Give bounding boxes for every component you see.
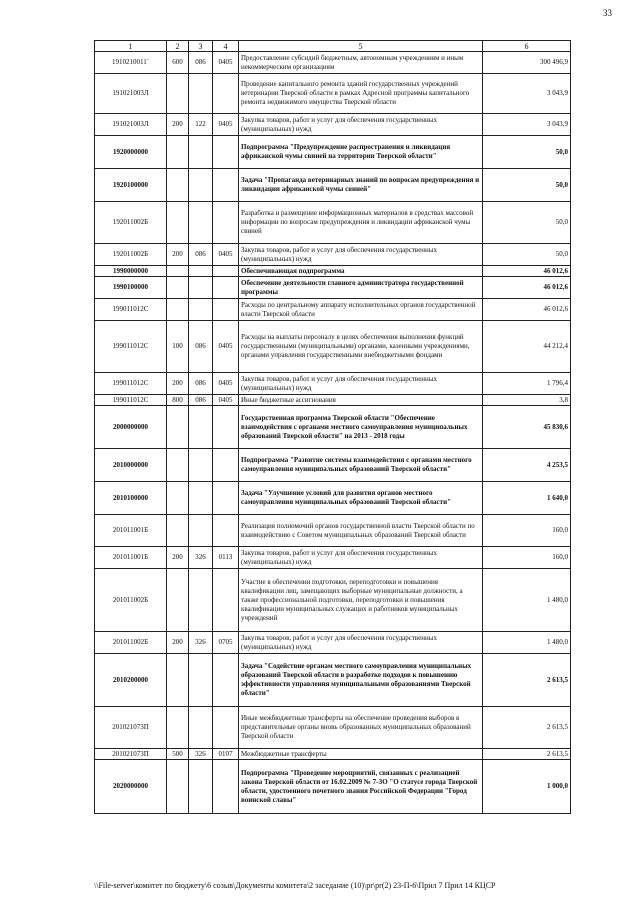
row-section: 0405 xyxy=(213,321,239,373)
row-ministry xyxy=(189,449,213,482)
row-section xyxy=(213,277,239,299)
header-col-6: 6 xyxy=(483,41,571,52)
row-ministry: 326 xyxy=(189,547,213,569)
row-description: Задача "Пропаганда ветеринарных знаний по вопросам предупреждения и ликвидации африканской чумы свиней" xyxy=(239,169,483,202)
row-description: Межбюджетные трансферты xyxy=(239,749,483,760)
row-amount: 1 480,0 xyxy=(483,569,571,632)
table-row xyxy=(95,760,571,814)
row-description: Проведение капитального ремонта зданий государственных учреждений ветеринарии Тверской области в рамках Адресной программы капитального ремонта недвижимого имущества Тверской области xyxy=(239,74,483,114)
table-row xyxy=(95,136,571,169)
row-code: 1990000000 xyxy=(95,266,167,277)
row-code: 201021073П xyxy=(95,707,167,749)
table-row xyxy=(95,515,571,547)
row-ministry xyxy=(189,266,213,277)
row-expense-type: 200 xyxy=(167,632,189,654)
row-amount: 45 830,6 xyxy=(483,406,571,449)
row-amount: 160,0 xyxy=(483,515,571,547)
table-row xyxy=(95,569,571,632)
row-description: Задача "Улучшение условий для развития органов местного самоуправления муниципальных образований Тверской области" xyxy=(239,482,483,515)
page-number: 33 xyxy=(603,8,612,18)
row-section: 0405 xyxy=(213,114,239,136)
row-amount: 2 613,5 xyxy=(483,654,571,707)
row-ministry xyxy=(189,569,213,632)
file-path-footer: \\File-server\комитет по бюджету\6 созыв\Документы комитета\2 заседание (10)\pr\pr(2) 23-П-6\Прил 7 Прил 14 КЦСР xyxy=(94,881,496,890)
row-amount: 160,0 xyxy=(483,547,571,569)
table-row xyxy=(95,169,571,202)
table-row xyxy=(95,406,571,449)
row-expense-type xyxy=(167,266,189,277)
row-amount: 46 012,6 xyxy=(483,299,571,321)
header-col-1: 1 xyxy=(95,41,167,52)
row-amount: 1 000,0 xyxy=(483,760,571,814)
row-section: 0107 xyxy=(213,749,239,760)
row-ministry: 326 xyxy=(189,749,213,760)
row-expense-type xyxy=(167,482,189,515)
row-code: 199011012С xyxy=(95,373,167,395)
row-code: 191021003Л xyxy=(95,114,167,136)
row-expense-type: 800 xyxy=(167,395,189,406)
table-row xyxy=(95,52,571,74)
row-amount: 2 613,5 xyxy=(483,749,571,760)
row-description: Расходы по центральному аппарату исполнительных органов государственной власти Тверской области xyxy=(239,299,483,321)
row-expense-type xyxy=(167,654,189,707)
row-description: Закупка товаров, работ и услуг для обеспечения государственных (муниципальных) нужд xyxy=(239,632,483,654)
row-ministry xyxy=(189,760,213,814)
row-code: 201021073П xyxy=(95,749,167,760)
row-expense-type: 200 xyxy=(167,373,189,395)
row-expense-type xyxy=(167,74,189,114)
row-amount: 44 212,4 xyxy=(483,321,571,373)
row-description: Предоставление субсидий бюджетным, автономным учреждениям и иным некоммерческим организациям xyxy=(239,52,483,74)
row-section xyxy=(213,202,239,244)
row-section xyxy=(213,515,239,547)
row-amount: 3 043,9 xyxy=(483,74,571,114)
table-row xyxy=(95,299,571,321)
row-code: 2020000000 xyxy=(95,760,167,814)
header-col-2: 2 xyxy=(167,41,189,52)
row-expense-type: 200 xyxy=(167,114,189,136)
table-row xyxy=(95,74,571,114)
row-section xyxy=(213,74,239,114)
row-ministry xyxy=(189,169,213,202)
row-expense-type xyxy=(167,136,189,169)
row-amount: 300 496,9 xyxy=(483,52,571,74)
row-description: Иные бюджетные ассигнования xyxy=(239,395,483,406)
table-row xyxy=(95,632,571,654)
table-row xyxy=(95,547,571,569)
row-expense-type xyxy=(167,449,189,482)
budget-table xyxy=(94,40,571,814)
row-description: Закупка товаров, работ и услуг для обеспечения государственных (муниципальных) нужд xyxy=(239,373,483,395)
row-description: Разработка и размещение информационных материалов в средствах массовой информации по вопросам предупреждения и ликвидации африканской чумы свиней xyxy=(239,202,483,244)
header-col-4: 4 xyxy=(213,41,239,52)
row-amount: 1 796,4 xyxy=(483,373,571,395)
row-description: Участие в обеспечении подготовки, переподготовки и повышения квалификации лиц, замещающих выборные муниципальные должности, а также профессиональной подготовки, переподготовки и повышения квалификации муниципальных служащих и работников муниципальных учреждений xyxy=(239,569,483,632)
table-row xyxy=(95,482,571,515)
row-amount: 1 480,0 xyxy=(483,632,571,654)
row-amount: 3,8 xyxy=(483,395,571,406)
row-ministry xyxy=(189,277,213,299)
row-expense-type xyxy=(167,515,189,547)
row-expense-type: 600 xyxy=(167,52,189,74)
row-expense-type xyxy=(167,202,189,244)
table-row xyxy=(95,449,571,482)
row-description: Закупка товаров, работ и услуг для обеспечения государственных (муниципальных) нужд xyxy=(239,244,483,266)
row-section xyxy=(213,169,239,202)
header-col-5: 5 xyxy=(239,41,483,52)
row-expense-type xyxy=(167,169,189,202)
table-row xyxy=(95,202,571,244)
row-code: 1920000000 xyxy=(95,136,167,169)
table-row xyxy=(95,654,571,707)
row-code: 201011001Б xyxy=(95,547,167,569)
row-expense-type xyxy=(167,406,189,449)
row-description: Подпрограмма "Развитие системы взаимодействия с органами местного самоуправления муниципальных образований Тверской области" xyxy=(239,449,483,482)
row-section xyxy=(213,707,239,749)
row-code: 199011012С xyxy=(95,321,167,373)
row-expense-type: 200 xyxy=(167,244,189,266)
table-row xyxy=(95,707,571,749)
row-ministry: 086 xyxy=(189,52,213,74)
row-amount: 1 640,0 xyxy=(483,482,571,515)
row-amount: 4 253,5 xyxy=(483,449,571,482)
table-row xyxy=(95,244,571,266)
row-section: 0405 xyxy=(213,373,239,395)
row-code: 191021003Л xyxy=(95,74,167,114)
row-section: 0405 xyxy=(213,52,239,74)
row-ministry xyxy=(189,482,213,515)
row-description: Подпрограмма "Предупреждение распространения и ликвидация африканской чумы свиней на территории Тверской области" xyxy=(239,136,483,169)
row-ministry xyxy=(189,654,213,707)
row-code: 192011002Б xyxy=(95,244,167,266)
row-ministry: 086 xyxy=(189,321,213,373)
row-amount: 2 613,5 xyxy=(483,707,571,749)
row-code: 201011002Б xyxy=(95,632,167,654)
row-expense-type xyxy=(167,299,189,321)
row-expense-type xyxy=(167,569,189,632)
table-row xyxy=(95,266,571,277)
table-row xyxy=(95,321,571,373)
table-header-row xyxy=(95,41,571,52)
table-row xyxy=(95,277,571,299)
row-code: 201011002Б xyxy=(95,569,167,632)
table-row xyxy=(95,373,571,395)
row-description: Задача "Содействие органам местного самоуправления муниципальных образований Тверской области в разработке подходов к повышению эффективности управления муниципальными образованиями Тверской области" xyxy=(239,654,483,707)
row-section xyxy=(213,406,239,449)
row-description: Государственная программа Тверской области "Обеспечение взаимодействия с органами местного самоуправления муниципальных образований Тверской области" на 2013 - 2018 годы xyxy=(239,406,483,449)
row-code: 199011012С xyxy=(95,395,167,406)
row-section: 0405 xyxy=(213,395,239,406)
table-row xyxy=(95,395,571,406)
row-code: 2010100000 xyxy=(95,482,167,515)
row-code: 201011001Б xyxy=(95,515,167,547)
row-ministry xyxy=(189,515,213,547)
row-ministry xyxy=(189,707,213,749)
row-section xyxy=(213,482,239,515)
row-amount: 3 043,9 xyxy=(483,114,571,136)
row-ministry xyxy=(189,202,213,244)
row-expense-type xyxy=(167,707,189,749)
row-description: Закупка товаров, работ и услуг для обеспечения государственных (муниципальных) нужд xyxy=(239,114,483,136)
row-description: Расходы на выплаты персоналу в целях обеспечения выполнения функций государственными (муниципальными) органами, казенными учреждениями, органами управления государственными внебюджетными фондами xyxy=(239,321,483,373)
row-amount: 46 012,6 xyxy=(483,266,571,277)
row-section xyxy=(213,449,239,482)
row-code: 2010200000 xyxy=(95,654,167,707)
row-section xyxy=(213,266,239,277)
row-expense-type: 100 xyxy=(167,321,189,373)
row-description: Обеспечение деятельности главного администратора государственной программы xyxy=(239,277,483,299)
row-expense-type: 500 xyxy=(167,749,189,760)
table-row xyxy=(95,749,571,760)
row-code: 1920100000 xyxy=(95,169,167,202)
row-ministry xyxy=(189,406,213,449)
row-description: Иные межбюджетные трансферты на обеспечение проведения выборов в представительные органы вновь образованных муниципальных образований Тверской области xyxy=(239,707,483,749)
row-ministry xyxy=(189,74,213,114)
row-code: 2010000000 xyxy=(95,449,167,482)
row-code: 2000000000 xyxy=(95,406,167,449)
row-ministry xyxy=(189,299,213,321)
row-expense-type xyxy=(167,277,189,299)
row-code: 192011002Б xyxy=(95,202,167,244)
row-amount: 50,0 xyxy=(483,169,571,202)
row-expense-type xyxy=(167,760,189,814)
row-expense-type: 200 xyxy=(167,547,189,569)
row-section xyxy=(213,569,239,632)
row-section: 0705 xyxy=(213,632,239,654)
row-section xyxy=(213,654,239,707)
row-amount: 46 012,6 xyxy=(483,277,571,299)
row-description: Закупка товаров, работ и услуг для обеспечения государственных (муниципальных) нужд xyxy=(239,547,483,569)
row-description: Реализация полномочий органов государственной власти Тверской области по взаимодействию с Советом муниципальных образований Тверской области xyxy=(239,515,483,547)
row-section: 0405 xyxy=(213,244,239,266)
row-ministry: 086 xyxy=(189,244,213,266)
row-ministry: 122 xyxy=(189,114,213,136)
row-section xyxy=(213,136,239,169)
row-code: 199011012С xyxy=(95,299,167,321)
row-code: 1910210011` xyxy=(95,52,167,74)
row-section xyxy=(213,760,239,814)
row-amount: 50,0 xyxy=(483,136,571,169)
row-section xyxy=(213,299,239,321)
header-col-3: 3 xyxy=(189,41,213,52)
row-code: 1990100000 xyxy=(95,277,167,299)
row-description: Подпрограмма "Проведение мероприятий, связанных с реализацией закона Тверской области от 16.02.2009 № 7-ЗО "О статусе города Тверской области, удостоенного почетного звания Российской Федерации "Город воинской славы" xyxy=(239,760,483,814)
row-section: 0113 xyxy=(213,547,239,569)
row-ministry: 086 xyxy=(189,395,213,406)
row-description: Обеспечивающая подпрограмма xyxy=(239,266,483,277)
row-amount: 50,0 xyxy=(483,202,571,244)
row-amount: 50,0 xyxy=(483,244,571,266)
row-ministry: 326 xyxy=(189,632,213,654)
row-ministry: 086 xyxy=(189,373,213,395)
budget-table-body xyxy=(95,41,571,814)
row-ministry xyxy=(189,136,213,169)
table-row xyxy=(95,114,571,136)
